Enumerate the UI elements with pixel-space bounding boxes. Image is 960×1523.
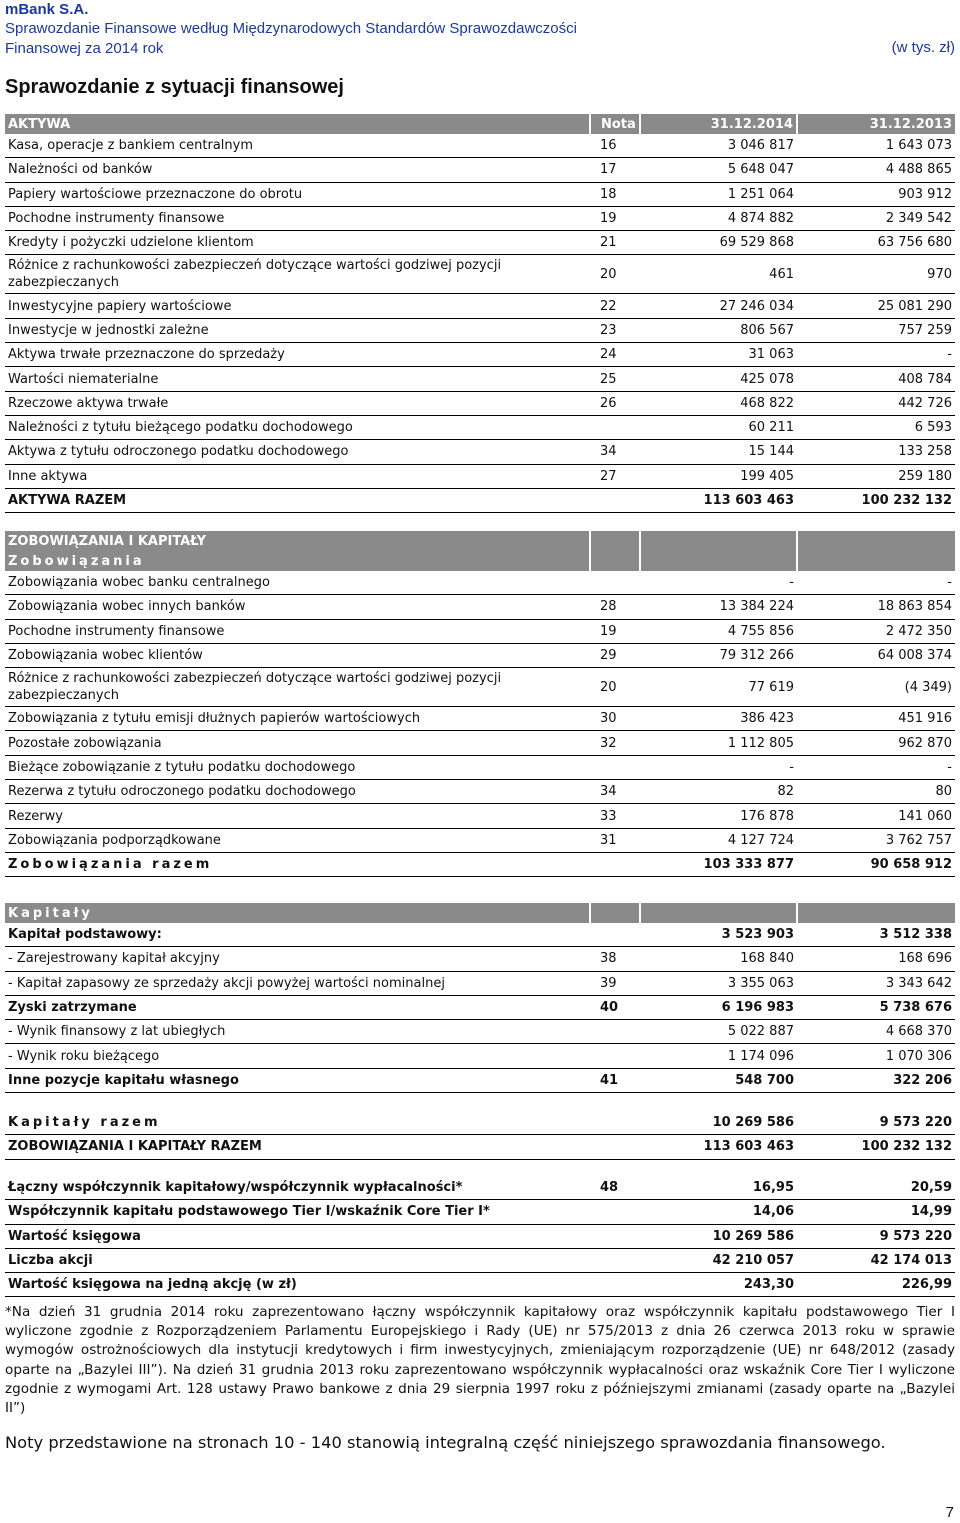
row-label: Pozostałe zobowiązania xyxy=(5,731,590,755)
value-2013: - xyxy=(797,571,955,595)
row-note xyxy=(590,1020,640,1044)
value-2014: 3 046 817 xyxy=(640,134,797,158)
row-note: 20 xyxy=(590,255,640,294)
value-2013: 3 343 642 xyxy=(797,971,955,995)
column-header: Nota xyxy=(590,114,640,134)
row-note xyxy=(590,755,640,779)
row-label: ZOBOWIĄZANIA I KAPITAŁY RAZEM xyxy=(5,1135,590,1159)
table-row xyxy=(5,923,955,947)
value-2014: 14,06 xyxy=(640,1200,797,1224)
value-2014: 69 529 868 xyxy=(640,231,797,255)
value-2014: 13 384 224 xyxy=(640,595,797,619)
table-row xyxy=(5,804,955,828)
row-note xyxy=(590,1111,640,1135)
row-note: 34 xyxy=(590,780,640,804)
value-2013: 322 206 xyxy=(797,1068,955,1092)
liabilities-header-row-cell xyxy=(640,531,797,551)
value-2014: 468 822 xyxy=(640,391,797,415)
table-row xyxy=(5,134,955,158)
row-label: Kapitały razem xyxy=(5,1111,590,1135)
row-note: 17 xyxy=(590,158,640,182)
value-2014: 5 022 887 xyxy=(640,1020,797,1044)
value-2013: 1 643 073 xyxy=(797,134,955,158)
value-2013: 442 726 xyxy=(797,391,955,415)
table-row xyxy=(5,731,955,755)
value-2014: 1 112 805 xyxy=(640,731,797,755)
row-note: 30 xyxy=(590,707,640,731)
row-label: Wartość księgowa xyxy=(5,1224,590,1248)
row-label: Zobowiązania podporządkowane xyxy=(5,828,590,852)
table-row xyxy=(5,1020,955,1044)
row-note: 41 xyxy=(590,1068,640,1092)
value-2014: 31 063 xyxy=(640,343,797,367)
value-2013: (4 349) xyxy=(797,668,955,707)
value-2013: 80 xyxy=(797,780,955,804)
table-row xyxy=(5,571,955,595)
row-note xyxy=(590,1200,640,1224)
row-note: 48 xyxy=(590,1176,640,1200)
table-row xyxy=(5,755,955,779)
assets-table xyxy=(5,114,955,513)
row-note: 16 xyxy=(590,134,640,158)
value-2013: 20,59 xyxy=(797,1176,955,1200)
row-label: Aktywa trwałe przeznaczone do sprzedaży xyxy=(5,343,590,367)
value-2014: 1 174 096 xyxy=(640,1044,797,1068)
row-label: Współczynnik kapitału podstawowego Tier I/wskaźnik Core Tier I* xyxy=(5,1200,590,1224)
report-title-line1: Sprawozdanie Finansowe według Międzynarodowych Standardów Sprawozdawczości xyxy=(5,20,577,37)
table-row xyxy=(5,464,955,488)
equity-subheader-row-cell xyxy=(590,903,640,923)
row-note: 27 xyxy=(590,464,640,488)
row-note: 23 xyxy=(590,318,640,342)
grand-total-row xyxy=(5,1135,955,1159)
row-label: Inwestycje w jednostki zależne xyxy=(5,318,590,342)
row-label: Pochodne instrumenty finansowe xyxy=(5,206,590,230)
value-2013: 9 573 220 xyxy=(797,1111,955,1135)
value-2013: - xyxy=(797,755,955,779)
assets-total-row xyxy=(5,488,955,512)
value-2014: 27 246 034 xyxy=(640,294,797,318)
ratio-row xyxy=(5,1224,955,1248)
ratio-row xyxy=(5,1176,955,1200)
equity-subheader-row-cell xyxy=(640,903,797,923)
table-row xyxy=(5,440,955,464)
bank-name: mBank S.A. xyxy=(5,1,89,18)
row-label: Kredyty i pożyczki udzielone klientom xyxy=(5,231,590,255)
row-note xyxy=(590,1135,640,1159)
value-2014: 77 619 xyxy=(640,668,797,707)
section-title: Sprawozdanie z sytuacji finansowej xyxy=(5,76,344,98)
row-note: 38 xyxy=(590,947,640,971)
table-row xyxy=(5,828,955,852)
row-label: AKTYWA RAZEM xyxy=(5,488,590,512)
row-label: Rzeczowe aktywa trwałe xyxy=(5,391,590,415)
value-2013: 408 784 xyxy=(797,367,955,391)
ratio-row xyxy=(5,1273,955,1297)
row-note: 32 xyxy=(590,731,640,755)
liabilities-total-row xyxy=(5,852,955,876)
value-2013: 451 916 xyxy=(797,707,955,731)
ratio-row xyxy=(5,1200,955,1224)
table-row xyxy=(5,294,955,318)
value-2014: 3 355 063 xyxy=(640,971,797,995)
value-2013: 63 756 680 xyxy=(797,231,955,255)
value-2013: 903 912 xyxy=(797,182,955,206)
liabilities-subheader-row-cell xyxy=(590,551,640,571)
row-label: Zobowiązania razem xyxy=(5,852,590,876)
assets-header-row xyxy=(5,114,955,134)
row-label: Wartość księgowa na jedną akcję (w zł) xyxy=(5,1273,590,1297)
value-2014: 10 269 586 xyxy=(640,1111,797,1135)
row-label: Inwestycyjne papiery wartościowe xyxy=(5,294,590,318)
table-row xyxy=(5,415,955,439)
document-header xyxy=(5,0,955,59)
value-2013: 14,99 xyxy=(797,1200,955,1224)
liabilities-subheader-row xyxy=(5,551,955,571)
value-2014: 243,30 xyxy=(640,1273,797,1297)
liabilities-table xyxy=(5,531,955,877)
row-note: 19 xyxy=(590,206,640,230)
table-row xyxy=(5,995,955,1019)
equity-subheader-row-cell xyxy=(797,903,955,923)
value-2014: 82 xyxy=(640,780,797,804)
liabilities-header-row-cell xyxy=(590,531,640,551)
row-label: - Wynik roku bieżącego xyxy=(5,1044,590,1068)
row-note xyxy=(590,923,640,947)
table-row xyxy=(5,780,955,804)
value-2014: 199 405 xyxy=(640,464,797,488)
value-2014: 16,95 xyxy=(640,1176,797,1200)
value-2014: - xyxy=(640,571,797,595)
currency-unit: (w tys. zł) xyxy=(891,39,955,56)
value-2014: 386 423 xyxy=(640,707,797,731)
row-label: Zobowiązania wobec innych banków xyxy=(5,595,590,619)
value-2013: 6 593 xyxy=(797,415,955,439)
row-label: - Zarejestrowany kapitał akcyjny xyxy=(5,947,590,971)
value-2014: 548 700 xyxy=(640,1068,797,1092)
liabilities-header-row-cell xyxy=(797,531,955,551)
liabilities-subheader-row-cell xyxy=(797,551,955,571)
row-label: Aktywa z tytułu odroczonego podatku dochodowego xyxy=(5,440,590,464)
row-note: 19 xyxy=(590,619,640,643)
value-2014: 425 078 xyxy=(640,367,797,391)
row-note: 31 xyxy=(590,828,640,852)
row-note: 33 xyxy=(590,804,640,828)
row-note xyxy=(590,1224,640,1248)
table-row xyxy=(5,947,955,971)
footnote: *Na dzień 31 grudnia 2014 roku zaprezentowano łączny współczynnik kapitałowy oraz współczynnik kapitału podstawowego Tier I wyliczone zgodnie z Rozporządzeniem Parlamentu Europejskiego i Rady (UE) nr 575/2013 z dnia 26 czerwca 2013 roku w sprawie wymogów ostrożnościowych dla instytucji kredytowych i firm inwestycyjnych, zmieniającym rozporządzenie (UE) nr 648/2012 (zasady oparte na „Bazylei III”). Na dzień 31 grudnia 2013 roku zaprezentowano współczynnik wypłacalności oraz wskaźnik Core Tier I wyliczone zgodnie z wymogami Art. 128 ustawy Prawo bankowe z dnia 29 sierpnia 1997 roku z późniejszymi zmianami (zasady oparte na „Bazylei II”) xyxy=(5,1304,955,1417)
report-title-line2: Finansowej za 2014 rok xyxy=(5,40,164,57)
row-note xyxy=(590,1273,640,1297)
table-row xyxy=(5,318,955,342)
value-2013: 18 863 854 xyxy=(797,595,955,619)
row-note: 28 xyxy=(590,595,640,619)
value-2013: 2 349 542 xyxy=(797,206,955,230)
value-2013: 100 232 132 xyxy=(797,488,955,512)
table-row xyxy=(5,971,955,995)
value-2013: 133 258 xyxy=(797,440,955,464)
row-label: Papiery wartościowe przeznaczone do obrotu xyxy=(5,182,590,206)
value-2014: 60 211 xyxy=(640,415,797,439)
value-2014: 3 523 903 xyxy=(640,923,797,947)
table-row xyxy=(5,668,955,707)
row-note: 22 xyxy=(590,294,640,318)
value-2014: 5 648 047 xyxy=(640,158,797,182)
row-label: Inne pozycje kapitału własnego xyxy=(5,1068,590,1092)
value-2013: 970 xyxy=(797,255,955,294)
liabilities-subheader-row-label: Zobowiązania xyxy=(5,551,590,571)
row-note: 29 xyxy=(590,643,640,667)
table-row xyxy=(5,643,955,667)
equity-subheader-row-label: Kapitały xyxy=(5,903,590,923)
value-2014: 6 196 983 xyxy=(640,995,797,1019)
value-2013: 4 668 370 xyxy=(797,1020,955,1044)
notes-statement: Noty przedstawione na stronach 10 - 140 stanowią integralną część niniejszego sprawozdania finansowego. xyxy=(5,1433,886,1452)
value-2014: 113 603 463 xyxy=(640,1135,797,1159)
table-row xyxy=(5,595,955,619)
value-2013: 962 870 xyxy=(797,731,955,755)
row-note: 20 xyxy=(590,668,640,707)
value-2013: 141 060 xyxy=(797,804,955,828)
row-note: 18 xyxy=(590,182,640,206)
value-2014: 176 878 xyxy=(640,804,797,828)
value-2013: 757 259 xyxy=(797,318,955,342)
row-label: Zobowiązania z tytułu emisji dłużnych papierów wartościowych xyxy=(5,707,590,731)
row-label: Rezerwy xyxy=(5,804,590,828)
row-note: 24 xyxy=(590,343,640,367)
liabilities-header-row xyxy=(5,531,955,551)
row-label: Zobowiązania wobec klientów xyxy=(5,643,590,667)
row-label: Różnice z rachunkowości zabezpieczeń dotyczące wartości godziwej pozycji zabezpieczanych xyxy=(5,668,590,707)
value-2014: 10 269 586 xyxy=(640,1224,797,1248)
value-2014: 168 840 xyxy=(640,947,797,971)
row-label: Kasa, operacje z bankiem centralnym xyxy=(5,134,590,158)
row-note xyxy=(590,571,640,595)
row-label: Zyski zatrzymane xyxy=(5,995,590,1019)
value-2013: 5 738 676 xyxy=(797,995,955,1019)
ratios-table xyxy=(5,1176,955,1297)
value-2013: 3 512 338 xyxy=(797,923,955,947)
value-2013: 168 696 xyxy=(797,947,955,971)
row-label: Pochodne instrumenty finansowe xyxy=(5,619,590,643)
row-note xyxy=(590,488,640,512)
ratio-row xyxy=(5,1248,955,1272)
value-2013: - xyxy=(797,343,955,367)
table-row xyxy=(5,343,955,367)
row-note: 34 xyxy=(590,440,640,464)
row-note xyxy=(590,1044,640,1068)
table-row xyxy=(5,158,955,182)
row-label: Należności od banków xyxy=(5,158,590,182)
page-number: 7 xyxy=(945,1504,954,1521)
value-2013: 4 488 865 xyxy=(797,158,955,182)
equity-subheader-row xyxy=(5,903,955,923)
row-note: 21 xyxy=(590,231,640,255)
value-2014: - xyxy=(640,755,797,779)
value-2014: 4 127 724 xyxy=(640,828,797,852)
liabilities-subheader-row-cell xyxy=(640,551,797,571)
row-label: - Wynik finansowy z lat ubiegłych xyxy=(5,1020,590,1044)
equity-table xyxy=(5,903,955,1093)
value-2014: 15 144 xyxy=(640,440,797,464)
row-label: Liczba akcji xyxy=(5,1248,590,1272)
value-2014: 103 333 877 xyxy=(640,852,797,876)
row-label: - Kapitał zapasowy ze sprzedaży akcji powyżej wartości nominalnej xyxy=(5,971,590,995)
table-row xyxy=(5,206,955,230)
table-row xyxy=(5,707,955,731)
column-header: AKTYWA xyxy=(5,114,590,134)
table-row xyxy=(5,1044,955,1068)
value-2014: 113 603 463 xyxy=(640,488,797,512)
value-2014: 4 755 856 xyxy=(640,619,797,643)
row-label: Różnice z rachunkowości zabezpieczeń dotyczące wartości godziwej pozycji zabezpieczanych xyxy=(5,255,590,294)
row-label: Bieżące zobowiązanie z tytułu podatku dochodowego xyxy=(5,755,590,779)
row-label: Inne aktywa xyxy=(5,464,590,488)
table-row xyxy=(5,367,955,391)
value-2013: 64 008 374 xyxy=(797,643,955,667)
table-row xyxy=(5,619,955,643)
column-header: 31.12.2013 xyxy=(797,114,955,134)
value-2013: 226,99 xyxy=(797,1273,955,1297)
value-2014: 461 xyxy=(640,255,797,294)
row-note: 25 xyxy=(590,367,640,391)
value-2013: 2 472 350 xyxy=(797,619,955,643)
row-note: 40 xyxy=(590,995,640,1019)
row-label: Wartości niematerialne xyxy=(5,367,590,391)
table-row xyxy=(5,182,955,206)
row-note xyxy=(590,415,640,439)
value-2014: 806 567 xyxy=(640,318,797,342)
table-row xyxy=(5,391,955,415)
liabilities-header-row-label: ZOBOWIĄZANIA I KAPITAŁY xyxy=(5,531,590,551)
value-2014: 79 312 266 xyxy=(640,643,797,667)
value-2014: 1 251 064 xyxy=(640,182,797,206)
value-2013: 100 232 132 xyxy=(797,1135,955,1159)
value-2014: 42 210 057 xyxy=(640,1248,797,1272)
value-2014: 4 874 882 xyxy=(640,206,797,230)
column-header: 31.12.2014 xyxy=(640,114,797,134)
row-label: Kapitał podstawowy: xyxy=(5,923,590,947)
value-2013: 25 081 290 xyxy=(797,294,955,318)
equity-total-row xyxy=(5,1111,955,1135)
table-row xyxy=(5,255,955,294)
table-row xyxy=(5,231,955,255)
row-label: Zobowiązania wobec banku centralnego xyxy=(5,571,590,595)
totals-table xyxy=(5,1111,955,1160)
row-note xyxy=(590,1248,640,1272)
value-2013: 42 174 013 xyxy=(797,1248,955,1272)
row-note: 26 xyxy=(590,391,640,415)
row-label: Należności z tytułu bieżącego podatku dochodowego xyxy=(5,415,590,439)
row-label: Łączny współczynnik kapitałowy/współczynnik wypłacalności* xyxy=(5,1176,590,1200)
row-note xyxy=(590,852,640,876)
value-2013: 9 573 220 xyxy=(797,1224,955,1248)
row-label: Rezerwa z tytułu odroczonego podatku dochodowego xyxy=(5,780,590,804)
row-note: 39 xyxy=(590,971,640,995)
value-2013: 3 762 757 xyxy=(797,828,955,852)
value-2013: 259 180 xyxy=(797,464,955,488)
table-row xyxy=(5,1068,955,1092)
value-2013: 1 070 306 xyxy=(797,1044,955,1068)
value-2013: 90 658 912 xyxy=(797,852,955,876)
